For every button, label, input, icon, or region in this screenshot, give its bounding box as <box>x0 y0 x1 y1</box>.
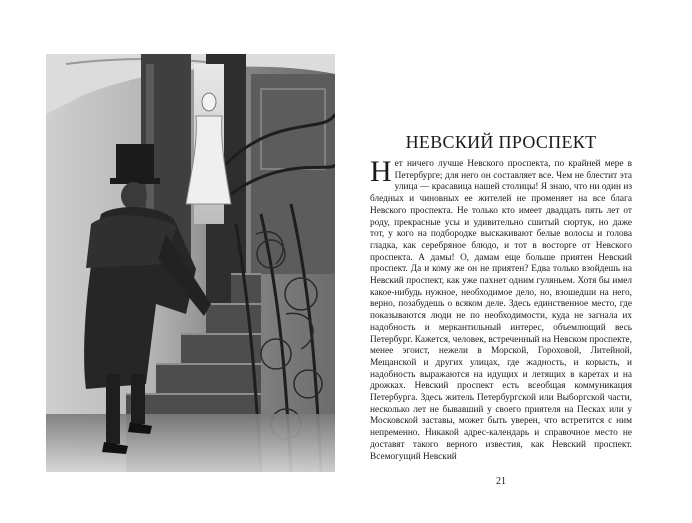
chapter-title: НЕВСКИЙ ПРОСПЕКТ <box>405 132 597 152</box>
chapter-body-text: ет ничего лучше Невского проспекта, по крайней мере в Петербурге; для него он составляет все. Чем не блестит эта улица — красавица нашей столицы! Я знаю, что ни один из бледных и чиновных ее жителей не променяет на все блага Невского проспекта. Не только кто имеет двадцать пять лет от роду, прекрасные усы и удивительно сшитый сюртук, но даже тот, у кого на подбородке выскакивают белые волосы и голова гладка, как серебряное блюдо, и тот в восторге от Невского проспекта. А дамы! О, дамам еще больше приятен Невский проспект. Да и кому же он не приятен? Едва только взойдешь на Невский проспект, как уже пахнет одним гуляньем. Хотя бы имел какое-нибудь нужное, необходимое дело, но, взошедши на него, верно, позабудешь о всяком деле. Здесь единственное место, где показываются люди не по необходимости, куда не загнала их надобность и меркантильный интерес, объемлющий весь Петербург. Кажется, человек, встреченный на Невском проспекте, менее эгоист, нежели в Морской, Гороховой, Литейной, Мещанской и других улицах, где жадность, и корысть, и надобность выражаются на идущих и летящих в каретах и на дрожках. Невский проспект есть всеобщая коммуникация Петербурга. Здесь житель Петербургской или Выборгской части, несколько лет не бывавший у своего приятеля на Песках или у Московской заставы, может быть уверен, что встретится с ним непременно. Никакой адрес-календарь и справочное место не доставят такого верного известия, как Невский проспект. Всемогущий Невский <box>370 159 632 462</box>
page-number: 21 <box>496 476 506 487</box>
drop-cap: Н <box>370 155 392 188</box>
illustration-drawing <box>46 54 335 472</box>
text-page <box>370 130 632 463</box>
illustration-man-on-staircase <box>46 54 335 472</box>
chapter-body <box>370 155 632 463</box>
